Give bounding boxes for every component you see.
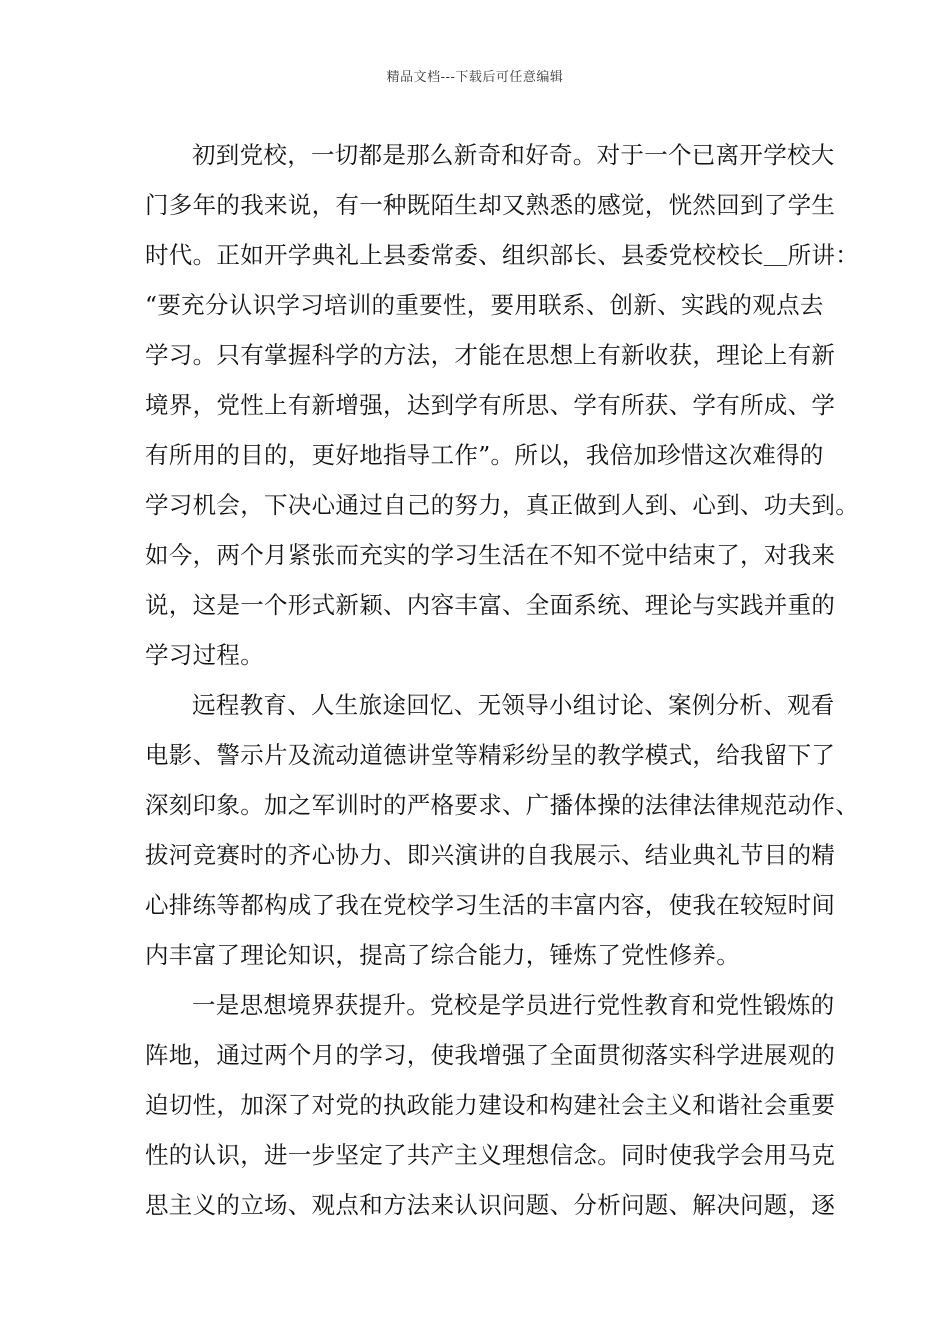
paragraph-1-line-3: 时代。正如开学典礼上县委常委、组织部长、县委党校校长＿所讲：	[145, 241, 859, 269]
paragraph-1-line-5: 学习。只有掌握科学的方法，才能在思想上有新收获，理论上有新	[145, 341, 836, 369]
paragraph-1-line-8: 学习机会，下决心通过自己的努力，真正做到人到、心到、功夫到。	[145, 491, 859, 519]
paragraph-1-line-9: 如今，两个月紧张而充实的学习生活在不知不觉中结束了，对我来	[145, 541, 836, 569]
paragraph-2-line-3: 深刻印象。加之军训时的严格要求、广播体操的法律法律规范动作、	[145, 791, 859, 819]
paragraph-1-line-1: 初到党校，一切都是那么新奇和好奇。对于一个已离开学校大	[192, 141, 835, 169]
paragraph-1-line-10: 说，这是一个形式新颖、内容丰富、全面系统、理论与实践并重的	[145, 591, 836, 619]
paragraph-2-line-1: 远程教育、人生旅途回忆、无领导小组讨论、案例分析、观看	[192, 691, 835, 719]
document-body	[145, 130, 859, 1230]
paragraph-2-line-6: 内丰富了理论知识，提高了综合能力，锤炼了党性修养。	[145, 941, 740, 969]
paragraph-1-line-6: 境界，党性上有新增强，达到学有所思、学有所获、学有所成、学	[145, 391, 836, 419]
paragraph-2-line-4: 拔河竞赛时的齐心协力、即兴演讲的自我展示、结业典礼节目的精	[145, 841, 836, 869]
paragraph-3-line-4: 性的认识，进一步坚定了共产主义理想信念。同时使我学会用马克	[145, 1141, 836, 1169]
paragraph-2-line-5: 心排练等都构成了我在党校学习生活的丰富内容，使我在较短时间	[145, 891, 836, 919]
paragraph-3-line-3: 迫切性，加深了对党的执政能力建设和构建社会主义和谐社会重要	[145, 1091, 836, 1119]
paragraph-3-line-1: 一是思想境界获提升。党校是学员进行党性教育和党性锻炼的	[192, 991, 835, 1019]
paragraph-1-line-4: “要充分认识学习培训的重要性，要用联系、创新、实践的观点去	[145, 291, 824, 319]
header-note: 精品文档---下载后可任意编辑	[386, 70, 564, 85]
paragraph-3-line-5: 思主义的立场、观点和方法来认识问题、分析问题、解决问题，逐	[145, 1191, 836, 1219]
paragraph-3-line-2: 阵地，通过两个月的学习，使我增强了全面贯彻落实科学进展观的	[145, 1041, 836, 1069]
paragraph-1-line-2: 门多年的我来说，有一种既陌生却又熟悉的感觉，恍然回到了学生	[145, 191, 836, 219]
paragraph-1-line-11: 学习过程。	[145, 641, 264, 669]
paragraph-2-line-2: 电影、警示片及流动道德讲堂等精彩纷呈的教学模式，给我留下了	[145, 741, 836, 769]
paragraph-1-line-7: 有所用的目的，更好地指导工作”。所以，我倍加珍惜这次难得的	[145, 441, 824, 469]
